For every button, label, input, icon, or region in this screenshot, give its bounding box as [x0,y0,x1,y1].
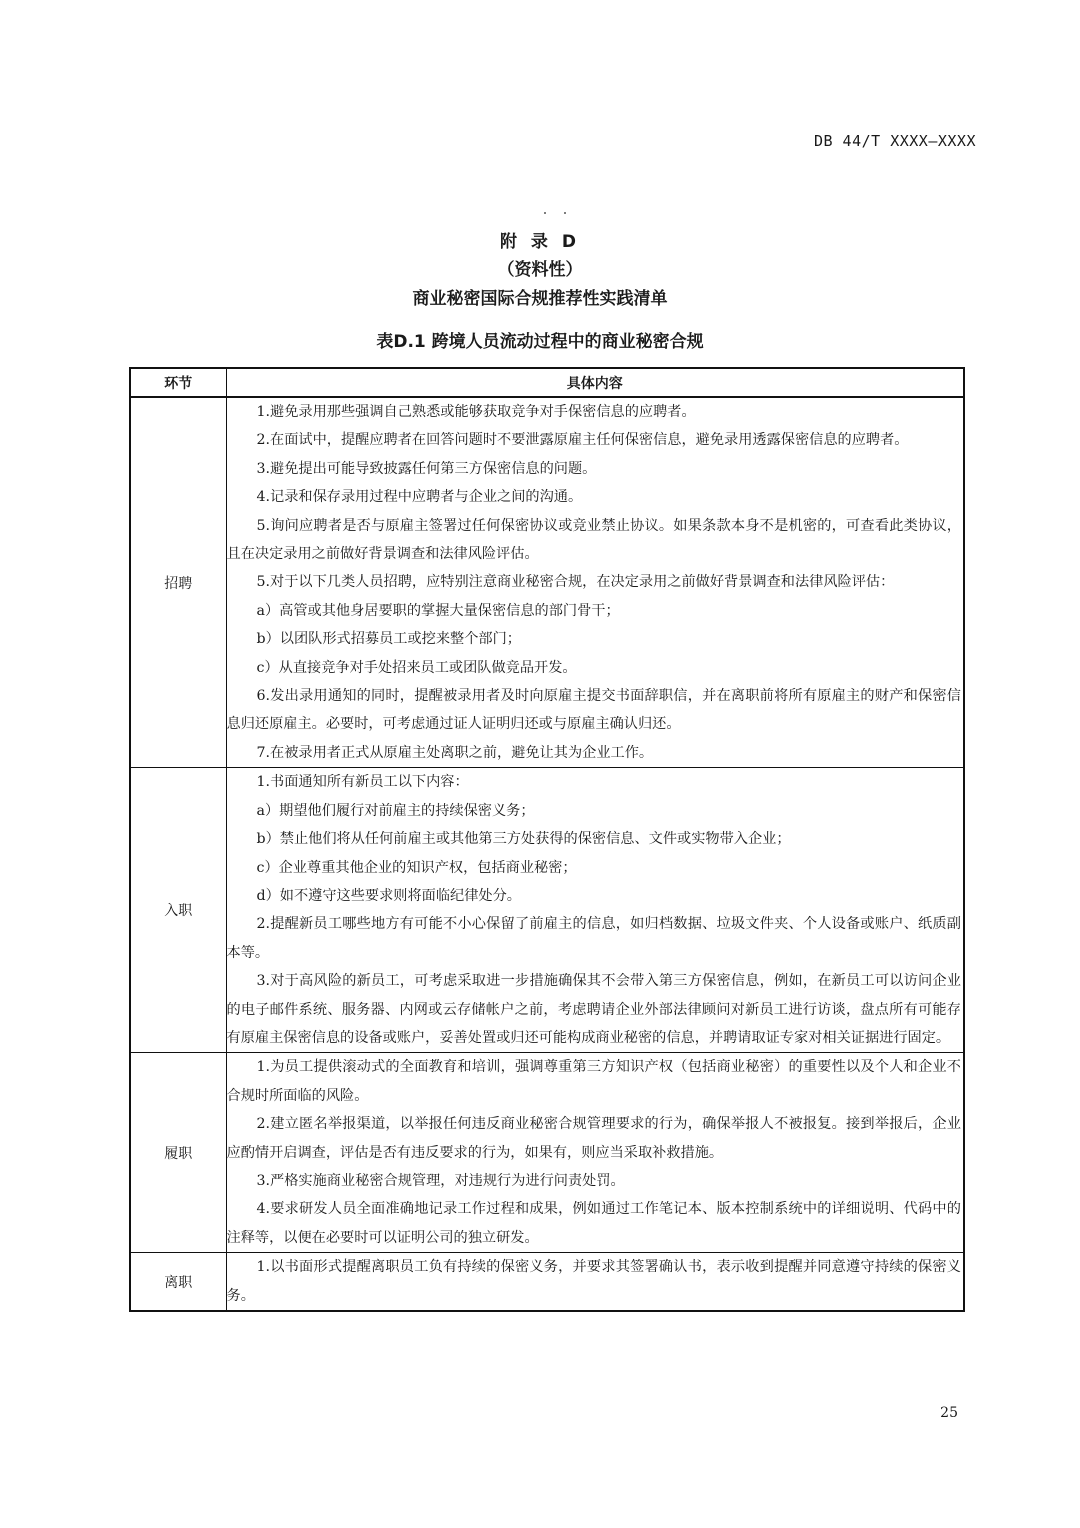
content-item: c）从直接竞争对手处招来员工或团队做竞品开发。 [256,659,577,676]
compliance-table [129,367,965,1312]
content-item: 3.对于高风险的新员工，可考虑采取进一步措施确保其不会带入第三方保密信息，例如，在新员工可以访问企业的电子邮件系统、服务器、内网或云存储帐户之前，考虑聘请企业外部法律顾问对新员工进行访谈，盘点所有可能存有原雇主保密信息的设备或账户，妥善处置或归还可能构成商业秘密的信息，并聘请取证专家对相关证据进行固定。 [226,973,961,1046]
table-row [130,1053,964,1253]
page-number: 25 [940,1405,958,1421]
stage-cell: 入职 [130,768,226,1053]
content-cell [226,1253,964,1311]
table-row [130,397,964,768]
appendix-title: 商业秘密国际合规推荐性实践清单 [412,289,668,309]
content-item: b）禁止他们将从任何前雇主或其他第三方处获得的保密信息、文件或实物带入企业； [256,831,791,848]
appendix-nature: （资料性） [497,260,583,280]
table-caption: 表D.1 跨境人员流动过程中的商业秘密合规 [376,332,704,352]
appendix-label: 附 录 D [500,232,580,252]
content-item: d）如不遵守这些要求则将面临纪律处分。 [256,887,521,904]
content-item: 5.询问应聘者是否与原雇主签署过任何保密协议或竞业禁止协议。如果条款本身不是机密的，可查看此类协议，且在决定录用之前做好背景调查和法律风险评估。 [226,517,961,563]
standard-code: DB 44/T XXXX—XXXX [813,132,976,150]
content-item: a）期望他们履行对前雇主的持续保密义务； [256,802,535,819]
appendix-title-block [0,228,1080,314]
stage-cell: 履职 [130,1053,226,1253]
content-item: 1.书面通知所有新员工以下内容： [256,774,469,791]
stage-cell: 招聘 [130,397,226,768]
content-item: 2.提醒新员工哪些地方有可能不小心保留了前雇主的信息，如归档数据、垃圾文件夹、个人设备或账户、纸质副本等。 [226,916,961,961]
content-item: 1.以书面形式提醒离职员工负有持续的保密义务，并要求其签署确认书，表示收到提醒并同意遵守持续的保密义务。 [226,1259,961,1304]
header-content: 具体内容 [226,368,964,397]
content-item: c）企业尊重其他企业的知识产权，包括商业秘密； [256,859,577,876]
table-row [130,1253,964,1311]
content-item: 2.建立匿名举报渠道，以举报任何违反商业秘密合规管理要求的行为，确保举报人不被报复。接到举报后，企业应酌情开启调查，评估是否有违反要求的行为，如果有，则应当采取补救措施。 [226,1116,961,1161]
content-item: b）以团队形式招募员工或挖来整个部门； [256,631,521,648]
content-item: 6.发出录用通知的同时，提醒被录用者及时向原雇主提交书面辞职信，并在离职前将所有原雇主的财产和保密信息归还原雇主。必要时，可考虑通过证人证明归还或与原雇主确认归还。 [226,688,961,733]
stage-cell: 离职 [130,1253,226,1311]
content-item: 5.对于以下几类人员招聘，应特别注意商业秘密合规，在决定录用之前做好背景调查和法律风险评估： [256,574,895,591]
table-body [130,397,964,1311]
content-item: 7.在被录用者正式从原雇主处离职之前，避免让其为企业工作。 [256,744,654,761]
content-item: 2.在面试中，提醒应聘者在回答问题时不要泄露原雇主任何保密信息，避免录用透露保密信息的应聘者。 [256,432,909,449]
decorative-dots [540,212,570,218]
content-item: a）高管或其他身居要职的掌握大量保密信息的部门骨干； [256,602,620,619]
content-item: 4.要求研发人员全面准确地记录工作过程和成果，例如通过工作笔记本、版本控制系统中的详细说明、代码中的注释等，以便在必要时可以证明公司的独立研发。 [226,1201,961,1246]
table-header-row [130,368,964,397]
content-cell [226,1053,964,1253]
content-cell [226,768,964,1053]
content-item: 3.严格实施商业秘密合规管理，对违规行为进行问责处罚。 [256,1172,625,1189]
content-item: 1.为员工提供滚动式的全面教育和培训，强调尊重第三方知识产权（包括商业秘密）的重要性以及个人和企业不合规时所面临的风险。 [226,1059,961,1104]
header-stage: 环节 [130,368,226,397]
content-item: 1.避免录用那些强调自己熟悉或能够获取竞争对手保密信息的应聘者。 [256,404,696,420]
content-item: 4.记录和保存录用过程中应聘者与企业之间的沟通。 [256,489,583,506]
content-item: 3.避免提出可能导致披露任何第三方保密信息的问题。 [256,460,597,477]
table-row [130,768,964,1053]
content-cell [226,397,964,768]
